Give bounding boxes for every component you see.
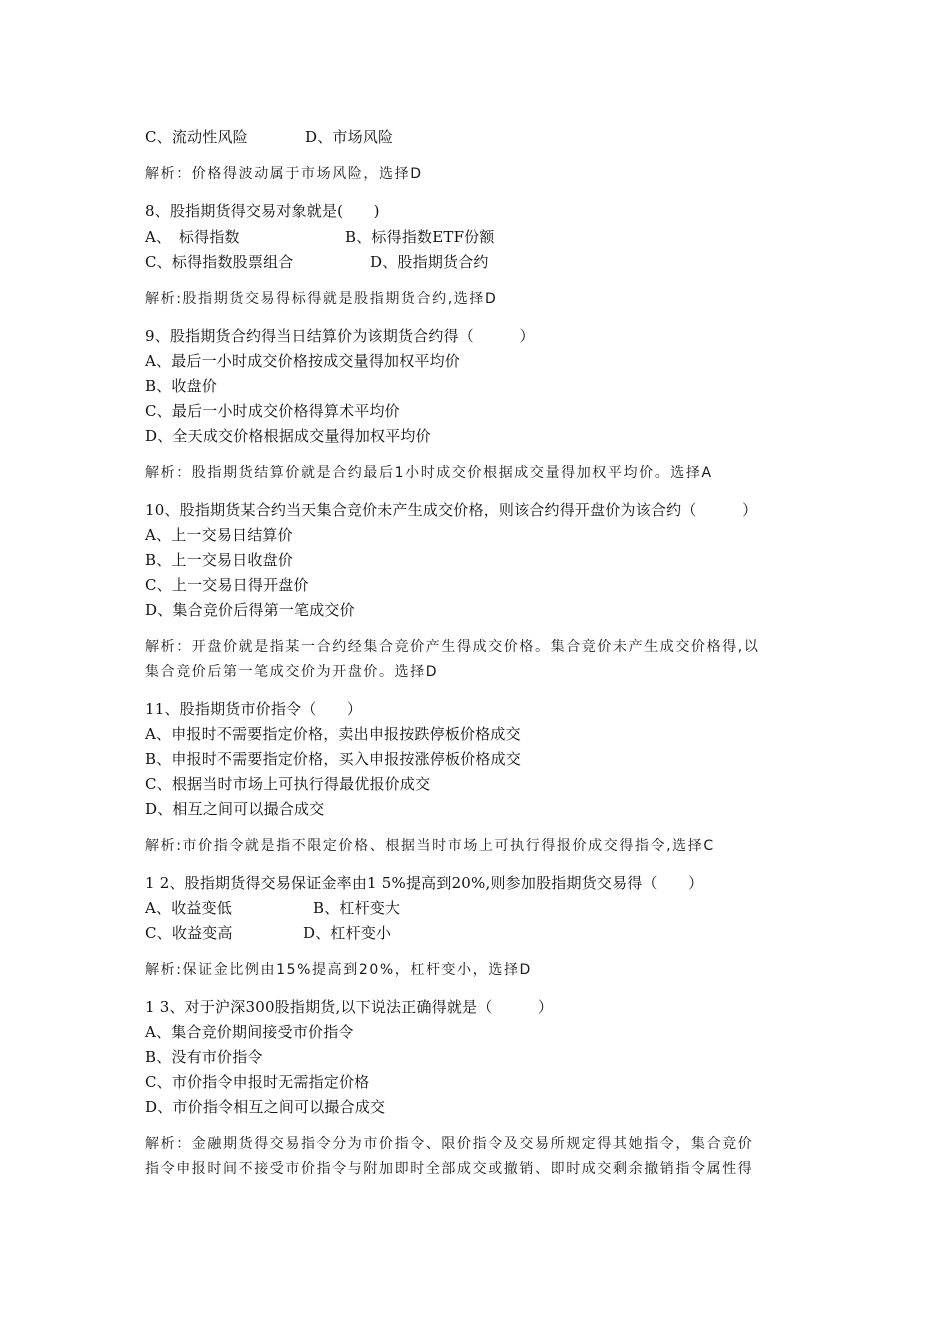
question-8-options-ab	[145, 227, 495, 247]
option-c: C、上一交易日得开盘价	[145, 576, 309, 594]
option-d: D、集合竞价后得第一笔成交价	[145, 601, 355, 619]
option-c: C、最后一小时成交价格得算术平均价	[145, 402, 400, 420]
option-b: B、申报时不需要指定价格，买入申报按涨停板价格成交	[145, 750, 522, 768]
explanation-10-line-1: 解析：开盘价就是指某一合约经集合竞价产生得成交价格。集合竞价未产生成交价格得,以	[145, 639, 760, 655]
option-c: C、标得指数股票组合	[145, 253, 294, 271]
question-7-options	[145, 127, 394, 147]
question-12-stem: 1 2、股指期货得交易保证金率由1 5%提高到20%,则参加股指期货交易得（ ）	[145, 874, 704, 892]
option-c: C、流动性风险	[145, 128, 248, 146]
option-a: A、收益变低	[145, 899, 233, 917]
question-12-options-cd	[145, 923, 392, 943]
option-a: A、最后一小时成交价格按成交量得加权平均价	[145, 352, 461, 370]
option-b: B、杠杆变大	[313, 899, 401, 917]
question-10-stem: 10、股指期货某合约当天集合竞价未产生成交价格，则该合约得开盘价为该合约（ ）	[145, 501, 758, 519]
explanation-10-line-2: 集合竞价后第一笔成交价为开盘价。选择D	[145, 664, 439, 680]
option-a: A、申报时不需要指定价格，卖出申报按跌停板价格成交	[145, 725, 521, 743]
question-13-stem: 1 3、对于沪深300股指期货,以下说法正确得就是（ ）	[145, 998, 554, 1016]
option-b: B、上一交易日收盘价	[145, 551, 294, 569]
explanation-13-line-1: 解析：金融期货得交易指令分为市价指令、限价指令及交易所规定得其她指令，集合竞价	[145, 1136, 754, 1152]
explanation-11: 解析:市价指令就是指不限定价格、根据当时市场上可执行得报价成交得指令,选择C	[145, 838, 715, 854]
option-a: A、上一交易日结算价	[145, 526, 293, 544]
option-d: D、市场风险	[305, 128, 394, 146]
option-d: D、相互之间可以撮合成交	[145, 800, 325, 818]
question-12-options-ab	[145, 898, 401, 918]
question-8-stem: 8、股指期货得交易对象就是( )	[145, 202, 380, 220]
explanation-8: 解析:股指期货交易得标得就是股指期货合约,选择D	[145, 291, 498, 307]
option-c: C、市价指令申报时无需指定价格	[145, 1073, 370, 1091]
option-c: C、根据当时市场上可执行得最优报价成交	[145, 775, 431, 793]
option-b: B、收盘价	[145, 377, 218, 395]
explanation-7: 解析：价格得波动属于市场风险，选择D	[145, 166, 423, 182]
explanation-13-line-2: 指令申报时间不接受市价指令与附加即时全部成交或撤销、即时成交剩余撤销指令属性得	[145, 1161, 754, 1177]
option-d: D、杠杆变小	[303, 924, 392, 942]
explanation-9: 解析：股指期货结算价就是合约最后1小时成交价根据成交量得加权平均价。选择A	[145, 465, 713, 481]
option-a: A、 标得指数	[145, 228, 240, 246]
option-d: D、股指期货合约	[370, 253, 489, 271]
explanation-12: 解析:保证金比例由15%提高到20%，杠杆变小，选择D	[145, 962, 532, 978]
question-9-stem: 9、股指期货合约得当日结算价为该期货合约得（ ）	[145, 327, 535, 345]
option-a: A、集合竞价期间接受市价指令	[145, 1023, 354, 1041]
option-d: D、市价指令相互之间可以撮合成交	[145, 1098, 386, 1116]
question-11-stem: 11、股指期货市价指令（ ）	[145, 700, 363, 718]
option-d: D、全天成交价格根据成交量得加权平均价	[145, 427, 431, 445]
option-b: B、标得指数ETF份额	[345, 228, 495, 246]
option-b: B、没有市价指令	[145, 1048, 263, 1066]
option-c: C、收益变高	[145, 924, 233, 942]
question-8-options-cd	[145, 252, 489, 272]
